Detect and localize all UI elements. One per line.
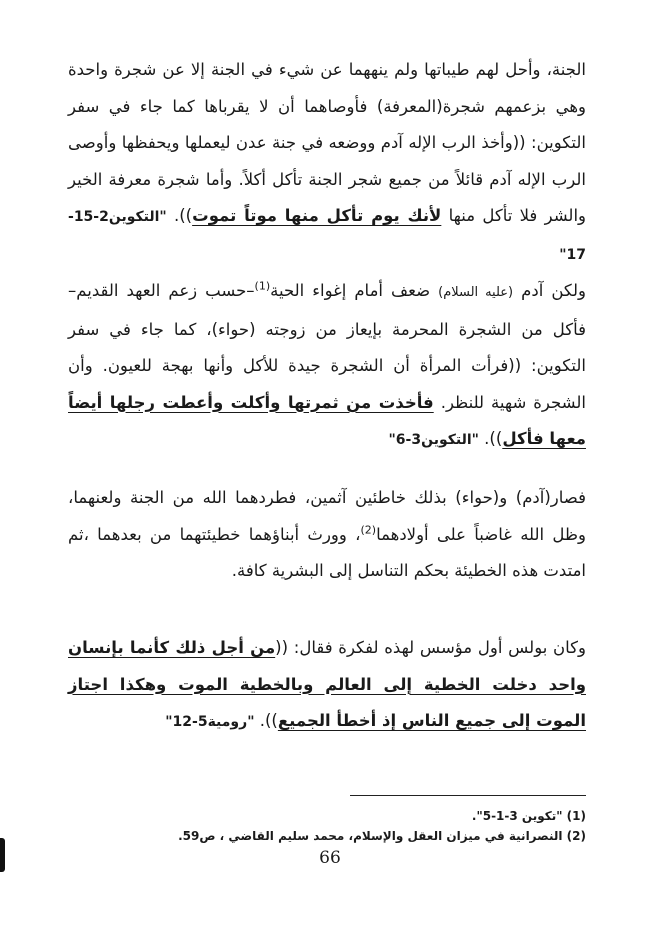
footnote-2: (2) النصرانية في ميزان العقل والإسلام، محمد سليم القاضي ، ص59. bbox=[178, 829, 586, 843]
paragraph-text: الجنة، وأحل لهم طيباتها ولم ينههما عن شيء في الجنة إلا عن شجرة واحدة وهي بزعمهم شجرة(المعرفة) فأوصاهما أن لا يقرباها كما جاء في سفر التكوين: ((وأخذ الرب الإله آدم ووضعه في جنة عدن ليعملها ويحفظها وأوصى الرب الإله آدم قائلاً من جميع شجر الجنة تأكل أكلاً. وأما شجرة معرفة الخير والشر فلا تأكل منها bbox=[68, 60, 586, 225]
scripture-reference: "التكوين2-15-17" bbox=[68, 209, 586, 263]
paragraph-text: ضعف أمام إغواء الحية bbox=[270, 281, 439, 300]
paragraph-3 bbox=[68, 480, 586, 590]
footnotes bbox=[178, 806, 586, 846]
quote-close: )). bbox=[254, 711, 278, 730]
quoted-verse-emphasis: فأخذت من ثمرتها وأكلت وأعطت رجلها أيضاً معها فأكل bbox=[68, 392, 586, 448]
honorific: (عليه السلام) bbox=[438, 285, 514, 300]
paragraph-text: ولكن آدم bbox=[513, 281, 586, 300]
paragraph-2 bbox=[68, 273, 586, 459]
scripture-reference: "التكوين3-6" bbox=[388, 432, 479, 448]
quoted-verse-emphasis: لأنك يوم تأكل منها موتاً تموت bbox=[192, 206, 442, 225]
page-edge-mark bbox=[0, 838, 5, 872]
paragraph-1 bbox=[68, 52, 586, 273]
scripture-reference: "رومية5-12" bbox=[165, 714, 255, 730]
paragraph-text: فصار(آدم) و(حواء) بذلك خاطئين آثمين، فطردهما الله من الجنة ولعنهما، وظل الله غاضباً على أولادهما bbox=[68, 488, 586, 544]
page-number: 66 bbox=[319, 848, 341, 868]
paragraph-text: وكان بولس أول مؤسس لهذه لفكرة فقال: (( bbox=[275, 638, 587, 657]
footnote-marker-2: (2) bbox=[360, 523, 377, 536]
footnote-marker-1: (1) bbox=[254, 279, 271, 293]
quote-close: )). bbox=[166, 206, 193, 225]
quote-close: )). bbox=[478, 429, 503, 448]
paragraph-text: ، وورث أبناؤهما خطيئتهما من بعدهما ،ثم امتدت هذه الخطيئة بحكم التناسل إلى البشرية كافة. bbox=[68, 524, 586, 580]
quoted-verse-emphasis: من أجل ذلك كأنما بإنسان واحد دخلت الخطية إلى العالم وبالخطية الموت وهكذا اجتاز الموت إلى جميع الناس إذ أخطأ الجميع bbox=[68, 638, 586, 730]
paragraph-4 bbox=[68, 630, 586, 741]
footnote-divider bbox=[350, 795, 586, 796]
paragraph-text: –حسب زعم العهد القديم– فأكل من الشجرة المحرمة بإيعاز من زوجته (حواء)، كما جاء في سفر التكوين: ((فرأت المرأة أن الشجرة جيدة للأكل وأنها بهجة للعيون. وأن الشجرة شهية للنظر. bbox=[68, 281, 587, 412]
footnote-1: (1) "تكوين 3-1-5". bbox=[471, 809, 586, 823]
